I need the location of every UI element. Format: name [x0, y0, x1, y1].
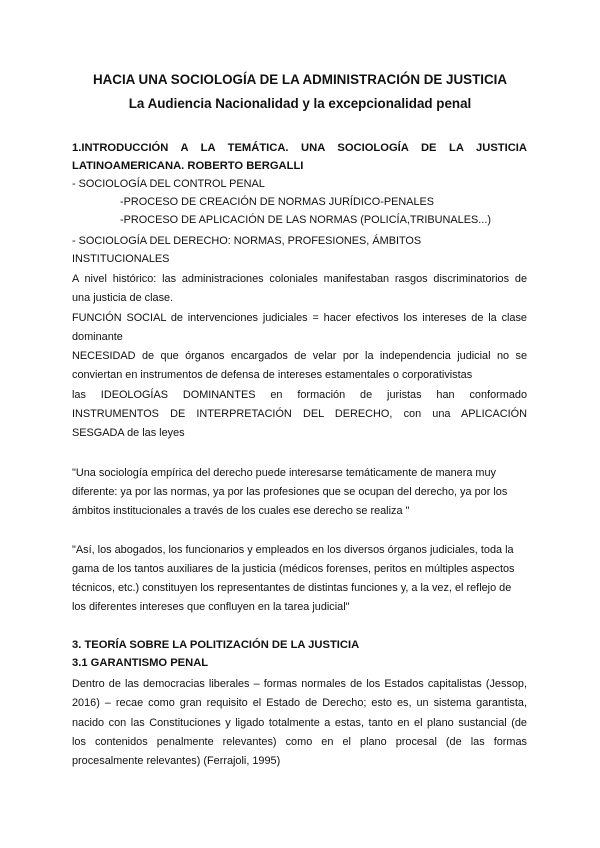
quote-line: los diferentes intereses que confluyen en la tarea judicial": [72, 601, 350, 613]
paragraph-line: los contenidos penalmente relevantes) como en el plano procesal (de las formas: [72, 736, 527, 748]
paragraph-line: A nivel histórico: las administraciones coloniales manifestaban rasgos discriminatorios de: [72, 273, 527, 285]
paragraph-line: procesalmente relevantes) (Ferrajoli, 1995): [72, 755, 281, 767]
paragraph-line: conviertan en instrumentos de defensa de intereses estamentales o corporativistas: [72, 369, 473, 381]
paragraph-line: FUNCIÓN SOCIAL de intervenciones judiciales = hacer efectivos los intereses de la clase: [72, 312, 527, 324]
paragraph-line: 2016) – recae como gran requisito el Estado de Derecho; esto es, un sistema garantista,: [72, 697, 527, 709]
paragraph-line: una justicia de clase.: [72, 292, 174, 304]
paragraph-line: las IDEOLOGÍAS DOMINANTES en formación de juristas han conformado: [72, 389, 527, 401]
quote-line: técnicos, etc.) constituyen los representantes de distintas funciones y, a la vez, el reflejo de: [72, 582, 512, 594]
quote-line: ámbitos institucionales a través de los cuales ese derecho se realiza ": [72, 505, 410, 517]
outline-subitem: -PROCESO DE APLICACIÓN DE LAS NORMAS (POLICÍA,TRIBUNALES...): [120, 214, 491, 226]
outline-item-cont: INSTITUCIONALES: [72, 253, 170, 265]
section1-heading: 1.INTRODUCCIÓN A LA TEMÁTICA. UNA SOCIOLOGÍA DE LA JUSTICIA: [72, 142, 527, 154]
paragraph-line: Dentro de las democracias liberales – formas normales de los Estados capitalistas (Jessop,: [72, 678, 527, 690]
paragraph-line: dominante: [72, 331, 123, 343]
paragraph-line: NECESIDAD de que órganos encargados de velar por la independencia judicial no se: [72, 350, 527, 362]
paragraph-line: SESGADA de las leyes: [72, 427, 185, 439]
section3-subheading: 3.1 GARANTISMO PENAL: [72, 657, 209, 669]
quote-line: "Una sociología empírica del derecho puede interesarse temáticamente de manera muy: [72, 467, 496, 479]
document-title: HACIA UNA SOCIOLOGÍA DE LA ADMINISTRACIÓN DE JUSTICIA: [92, 72, 508, 87]
outline-subitem: -PROCESO DE CREACIÓN DE NORMAS JURÍDICO-PENALES: [120, 196, 435, 208]
document-subtitle: La Audiencia Nacionalidad y la excepcionalidad penal: [128, 96, 472, 111]
quote-line: "Así, los abogados, los funcionarios y empleados en los diversos órganos judiciales, toda la: [72, 544, 514, 556]
quote-line: diferente: ya por las normas, ya por las profesiones que se ocupan del derecho, ya por los: [72, 486, 508, 498]
outline-item: - SOCIOLOGÍA DEL DERECHO: NORMAS, PROFESIONES, ÁMBITOS: [72, 235, 422, 247]
paragraph-line: nacido con las Constituciones y ligado totalmente a estas, tanto en el plano sustancial (de: [72, 717, 527, 729]
section3-heading: 3. TEORÍA SOBRE LA POLITIZACIÓN DE LA JUSTICIA: [72, 639, 360, 651]
outline-item: - SOCIOLOGÍA DEL CONTROL PENAL: [72, 178, 265, 190]
section1-heading-cont: LATINOAMERICANA. ROBERTO BERGALLI: [72, 160, 304, 172]
quote-line: gama de los tantos auxiliares de la justicia (médicos forenses, peritos en múltiples aspectos: [72, 563, 515, 575]
paragraph-line: INSTRUMENTOS DE INTERPRETACIÓN DEL DERECHO, con una APLICACIÓN: [72, 408, 527, 420]
